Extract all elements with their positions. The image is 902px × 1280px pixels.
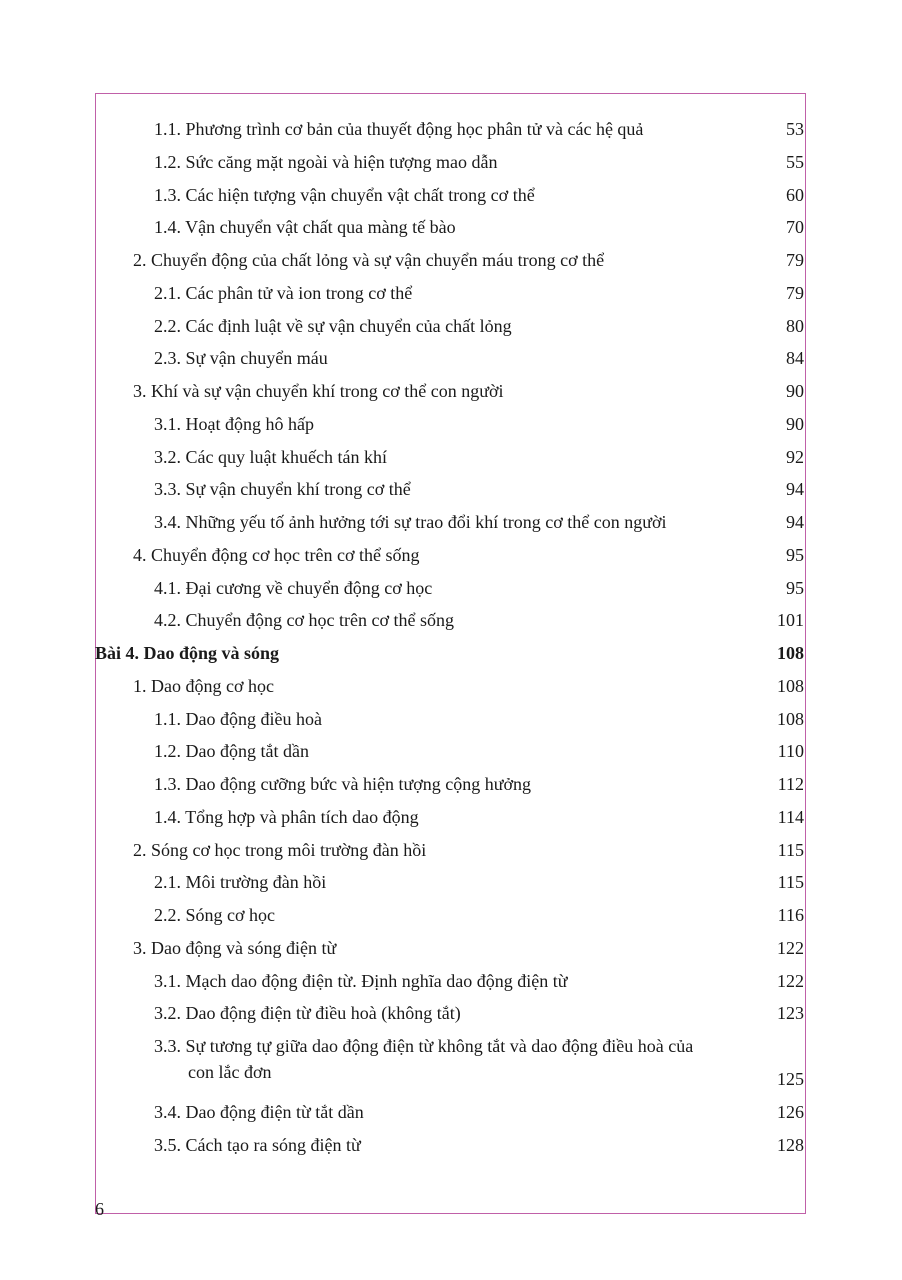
toc-section-title: 2. Chuyển động của chất lỏng và sự vận chuyển máu trong cơ thể xyxy=(133,250,605,270)
toc-entry-title: 1.3. Các hiện tượng vận chuyển vật chất trong cơ thể xyxy=(154,184,535,205)
toc-entry[interactable] xyxy=(95,703,806,736)
toc-entry[interactable] xyxy=(95,113,806,146)
table-of-contents xyxy=(95,113,806,1162)
toc-entry[interactable] xyxy=(95,441,806,474)
toc-entry[interactable] xyxy=(95,735,806,768)
toc-section-title: 2. Sóng cơ học trong môi trường đàn hồi xyxy=(133,839,427,860)
toc-entry-title: 1.2. Dao động tắt dần xyxy=(154,741,309,762)
toc-entry-title: 3.4. Dao động điện từ tắt dần xyxy=(154,1102,364,1122)
toc-section-page: 108 xyxy=(777,675,804,696)
toc-entry-title: 2.1. Môi trường đàn hồi xyxy=(154,872,327,893)
toc-entry[interactable] xyxy=(95,473,806,506)
toc-entry-title: 3.1. Mạch dao động điện từ. Định nghĩa dao động điện từ xyxy=(154,970,568,991)
toc-entry-title: 3.5. Cách tạo ra sóng điện từ xyxy=(154,1134,361,1155)
toc-entry-page: 122 xyxy=(777,970,804,991)
toc-entry[interactable] xyxy=(95,899,806,932)
toc-entry-title: 2.3. Sự vận chuyển máu xyxy=(154,348,328,369)
toc-chapter-page: 108 xyxy=(777,643,804,663)
toc-entry-page: 110 xyxy=(777,741,804,762)
toc-entry-page: 114 xyxy=(777,806,804,827)
toc-section[interactable] xyxy=(95,932,806,965)
toc-section-page: 90 xyxy=(786,381,804,401)
toc-entry-title: 1.2. Sức căng mặt ngoài và hiện tượng mao dẫn xyxy=(154,151,498,172)
toc-section[interactable] xyxy=(95,375,806,408)
toc-entry[interactable] xyxy=(95,506,806,539)
toc-section-title: 1. Dao động cơ học xyxy=(133,675,274,696)
toc-entry-page: 53 xyxy=(786,119,804,139)
toc-entry-page: 94 xyxy=(786,512,804,532)
toc-entry-page: 108 xyxy=(777,708,804,729)
toc-entry[interactable] xyxy=(95,408,806,441)
toc-entry[interactable] xyxy=(95,146,806,179)
toc-entry-page: 55 xyxy=(786,151,804,172)
toc-entry-page: 101 xyxy=(777,610,804,631)
toc-entry-page: 116 xyxy=(777,905,804,925)
toc-entry-title: 4.2. Chuyển động cơ học trên cơ thể sống xyxy=(154,610,454,631)
toc-entry[interactable] xyxy=(95,179,806,212)
toc-entry[interactable] xyxy=(95,211,806,244)
toc-entry-title: 1.1. Dao động điều hoà xyxy=(154,708,322,729)
toc-entry[interactable] xyxy=(95,342,806,375)
toc-entry-page: 80 xyxy=(786,315,804,336)
toc-entry-title: 3.3. Sự vận chuyển khí trong cơ thể xyxy=(154,479,411,500)
toc-entry[interactable] xyxy=(95,801,806,834)
toc-entry[interactable] xyxy=(95,604,806,637)
toc-entry-title-line1: 3.3. Sự tương tự giữa dao động điện từ không tắt và dao động điều hoà của xyxy=(154,1036,694,1056)
toc-section-title: 3. Khí và sự vận chuyển khí trong cơ thể con người xyxy=(133,381,504,401)
toc-section-page: 95 xyxy=(786,544,804,565)
toc-entry[interactable] xyxy=(95,866,806,899)
toc-section[interactable] xyxy=(95,670,806,703)
toc-section-page: 122 xyxy=(777,937,804,958)
toc-entry-title: 3.2. Dao động điện từ điều hoà (không tắt) xyxy=(154,1003,461,1024)
toc-section-page: 79 xyxy=(786,250,804,270)
toc-entry-title: 1.3. Dao động cưỡng bức và hiện tượng cộng hưởng xyxy=(154,774,532,794)
toc-entry-page: 60 xyxy=(786,184,804,205)
toc-entry-page: 94 xyxy=(786,479,804,500)
toc-entry-title: 1.4. Tổng hợp và phân tích dao động xyxy=(154,806,419,827)
toc-entry[interactable] xyxy=(95,997,806,1030)
toc-entry-page: 125 xyxy=(777,1069,804,1089)
toc-entry-title: 3.4. Những yếu tố ảnh hưởng tới sự trao đổi khí trong cơ thể con người xyxy=(154,512,667,532)
toc-entry-page: 115 xyxy=(777,872,804,893)
toc-entry-title: 1.1. Phương trình cơ bản của thuyết động học phân tử và các hệ quả xyxy=(154,119,644,139)
toc-entry-page: 70 xyxy=(786,217,804,238)
toc-entry-title: 2.2. Các định luật về sự vận chuyển của chất lỏng xyxy=(154,315,512,336)
toc-entry-title: 2.1. Các phân tử và ion trong cơ thể xyxy=(154,282,413,303)
toc-entry-title: 4.1. Đại cương về chuyển động cơ học xyxy=(154,577,433,598)
toc-entry-title xyxy=(154,1033,734,1085)
toc-section-title: 3. Dao động và sóng điện từ xyxy=(133,937,337,958)
toc-entry-page: 92 xyxy=(786,446,804,467)
toc-entry-title-line2: con lắc đơn xyxy=(188,1062,272,1082)
toc-entry-title: 3.1. Hoạt động hô hấp xyxy=(154,413,314,434)
toc-entry[interactable] xyxy=(95,310,806,343)
toc-entry[interactable] xyxy=(95,572,806,605)
toc-section[interactable] xyxy=(95,539,806,572)
toc-entry[interactable] xyxy=(95,1030,806,1096)
toc-section-title: 4. Chuyển động cơ học trên cơ thể sống xyxy=(133,544,420,565)
toc-entry-title: 2.2. Sóng cơ học xyxy=(154,905,276,925)
toc-chapter-title: Bài 4. Dao động và sóng xyxy=(95,643,280,663)
toc-entry-title: 1.4. Vận chuyển vật chất qua màng tế bào xyxy=(154,217,456,238)
page-number: 6 xyxy=(95,1199,104,1219)
toc-entry-title: 3.2. Các quy luật khuếch tán khí xyxy=(154,446,387,467)
toc-entry[interactable] xyxy=(95,768,806,801)
toc-entry[interactable] xyxy=(95,965,806,998)
toc-entry[interactable] xyxy=(95,1096,806,1129)
toc-entry-page: 112 xyxy=(777,774,804,794)
toc-entry-page: 79 xyxy=(786,282,804,303)
toc-section[interactable] xyxy=(95,834,806,867)
toc-entry-page: 123 xyxy=(777,1003,804,1024)
toc-entry-page: 84 xyxy=(786,348,804,369)
toc-entry[interactable] xyxy=(95,277,806,310)
toc-entry[interactable] xyxy=(95,1129,806,1162)
toc-section-page: 115 xyxy=(777,839,804,860)
toc-entry-page: 126 xyxy=(777,1102,804,1122)
toc-section[interactable] xyxy=(95,244,806,277)
toc-entry-page: 90 xyxy=(786,413,804,434)
toc-chapter[interactable] xyxy=(95,637,806,670)
toc-entry-page: 128 xyxy=(777,1134,804,1155)
toc-entry-page: 95 xyxy=(786,577,804,598)
